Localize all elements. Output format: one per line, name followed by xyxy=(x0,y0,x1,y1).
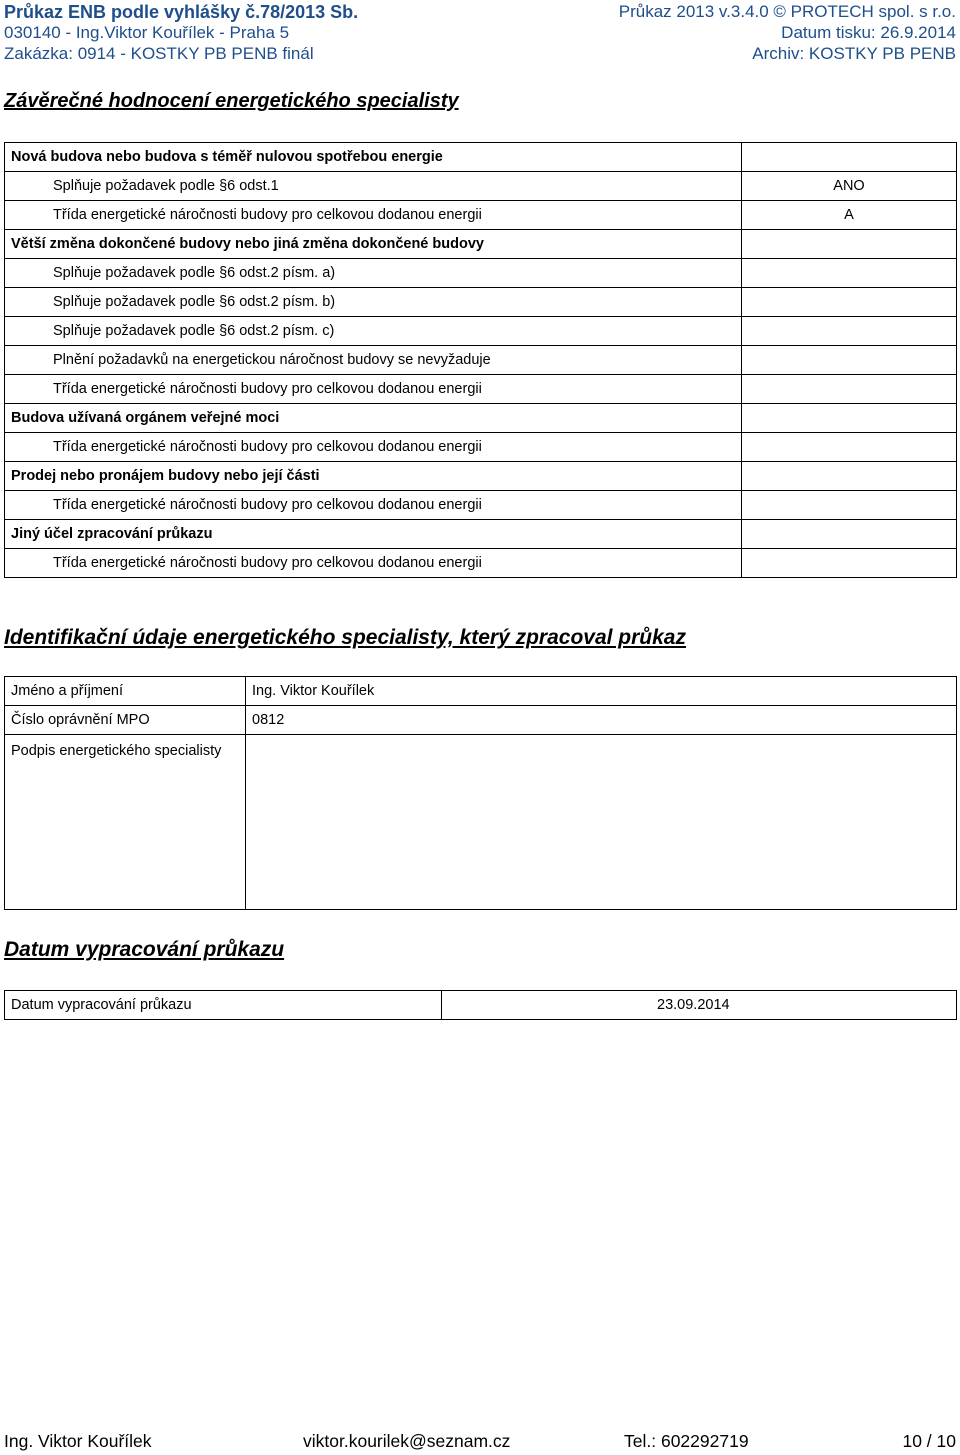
name-value: Ing. Viktor Kouřílek xyxy=(246,677,957,706)
final-evaluation-table xyxy=(4,142,957,578)
evaluation-value xyxy=(742,520,957,549)
print-date: Datum tisku: 26.9.2014 xyxy=(781,23,956,42)
evaluation-criterion-label: Třída energetické náročnosti budovy pro celkovou dodanou energii xyxy=(5,375,742,404)
signature-box xyxy=(246,735,957,910)
evaluation-criterion-label: Plnění požadavků na energetickou náročnost budovy se nevyžaduje xyxy=(5,346,742,375)
evaluation-value xyxy=(742,288,957,317)
evaluation-value xyxy=(742,143,957,172)
evaluation-row xyxy=(5,462,957,491)
specialist-name-row xyxy=(5,677,957,706)
document-title: Průkaz ENB podle vyhlášky č.78/2013 Sb. xyxy=(4,2,359,22)
evaluation-value xyxy=(742,317,957,346)
evaluation-criterion-label: Třída energetické náročnosti budovy pro celkovou dodanou energii xyxy=(5,491,742,520)
evaluation-row xyxy=(5,549,957,578)
archive-line: Archiv: KOSTKY PB PENB xyxy=(752,44,956,63)
license-value: 0812 xyxy=(246,706,957,735)
evaluation-row xyxy=(5,288,957,317)
name-label: Jméno a příjmení xyxy=(5,677,246,706)
specialist-signature-row xyxy=(5,735,957,910)
author-line: 030140 - Ing.Viktor Kouřílek - Praha 5 xyxy=(4,23,290,42)
evaluation-category-label: Budova užívaná orgánem veřejné moci xyxy=(5,404,742,433)
specialist-table xyxy=(4,676,957,910)
evaluation-criterion-label: Splňuje požadavek podle §6 odst.2 písm. c) xyxy=(5,317,742,346)
evaluation-row xyxy=(5,172,957,201)
final-evaluation-title: Závěrečné hodnocení energetického specialisty xyxy=(4,90,459,112)
evaluation-category-label: Jiný účel zpracování průkazu xyxy=(5,520,742,549)
evaluation-row xyxy=(5,520,957,549)
date-value: 23.09.2014 xyxy=(442,991,957,1020)
evaluation-category-label: Větší změna dokončené budovy nebo jiná změna dokončené budovy xyxy=(5,230,742,259)
evaluation-row xyxy=(5,143,957,172)
evaluation-row xyxy=(5,433,957,462)
date-label: Datum vypracování průkazu xyxy=(5,991,442,1020)
evaluation-value xyxy=(742,462,957,491)
evaluation-row xyxy=(5,201,957,230)
evaluation-criterion-label: Třída energetické náročnosti budovy pro celkovou dodanou energii xyxy=(5,549,742,578)
date-table xyxy=(4,990,957,1020)
evaluation-criterion-label: Splňuje požadavek podle §6 odst.2 písm. a) xyxy=(5,259,742,288)
evaluation-value xyxy=(742,259,957,288)
evaluation-row xyxy=(5,491,957,520)
footer-name: Ing. Viktor Kouřílek xyxy=(4,1431,152,1451)
evaluation-criterion-label: Třída energetické náročnosti budovy pro celkovou dodanou energii xyxy=(5,433,742,462)
evaluation-row xyxy=(5,404,957,433)
software-version: Průkaz 2013 v.3.4.0 © PROTECH spol. s r.o. xyxy=(618,2,956,21)
evaluation-criterion-label: Splňuje požadavek podle §6 odst.1 xyxy=(5,172,742,201)
evaluation-value: ANO xyxy=(742,172,957,201)
evaluation-value xyxy=(742,230,957,259)
evaluation-value xyxy=(742,404,957,433)
date-row xyxy=(5,991,957,1020)
specialist-identification-title: Identifikační údaje energetického specialisty, který zpracoval průkaz xyxy=(4,626,686,649)
evaluation-category-label: Prodej nebo pronájem budovy nebo její části xyxy=(5,462,742,491)
evaluation-value xyxy=(742,491,957,520)
evaluation-category-label: Nová budova nebo budova s téměř nulovou spotřebou energie xyxy=(5,143,742,172)
license-label: Číslo oprávnění MPO xyxy=(5,706,246,735)
evaluation-row xyxy=(5,259,957,288)
evaluation-row xyxy=(5,346,957,375)
evaluation-row xyxy=(5,375,957,404)
footer-phone: Tel.: 602292719 xyxy=(624,1431,749,1451)
evaluation-row xyxy=(5,230,957,259)
evaluation-value xyxy=(742,346,957,375)
specialist-license-row xyxy=(5,706,957,735)
footer-page-number: 10 / 10 xyxy=(902,1431,956,1451)
evaluation-value xyxy=(742,433,957,462)
evaluation-criterion-label: Splňuje požadavek podle §6 odst.2 písm. b) xyxy=(5,288,742,317)
job-line: Zakázka: 0914 - KOSTKY PB PENB finál xyxy=(4,44,314,63)
evaluation-value xyxy=(742,549,957,578)
signature-label: Podpis energetického specialisty xyxy=(5,735,246,910)
date-section-title: Datum vypracování průkazu xyxy=(4,938,285,961)
evaluation-value: A xyxy=(742,201,957,230)
evaluation-criterion-label: Třída energetické náročnosti budovy pro celkovou dodanou energii xyxy=(5,201,742,230)
evaluation-row xyxy=(5,317,957,346)
footer-email: viktor.kourilek@seznam.cz xyxy=(303,1431,511,1451)
evaluation-value xyxy=(742,375,957,404)
